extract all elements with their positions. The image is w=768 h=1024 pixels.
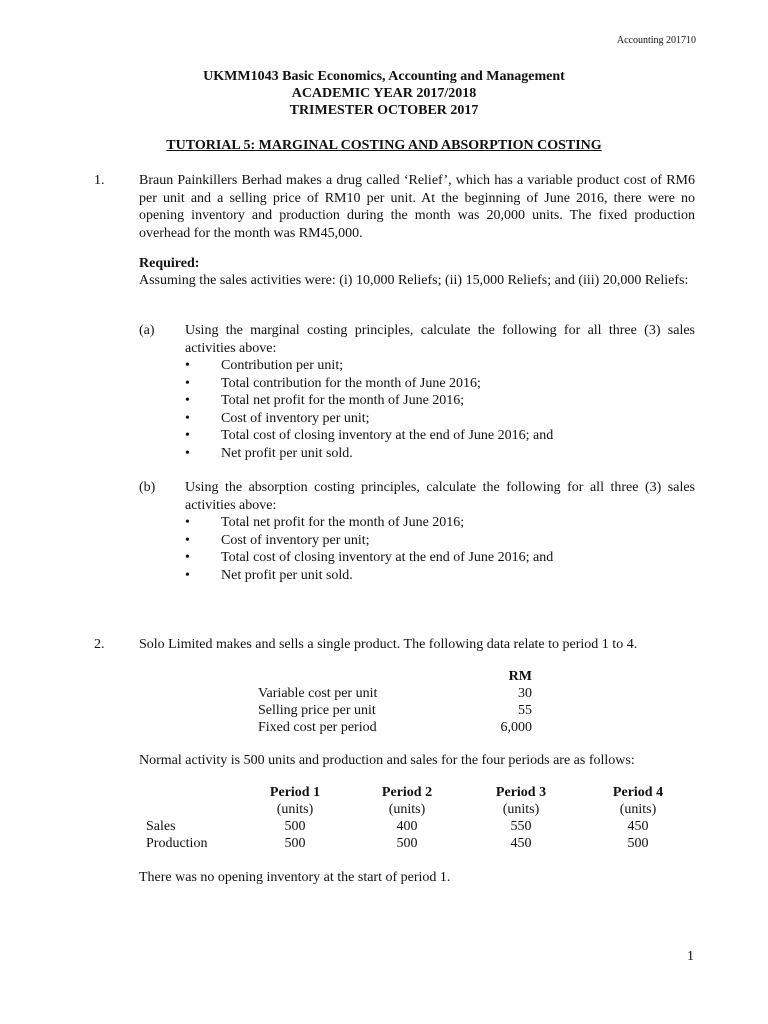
list-item — [185, 532, 695, 550]
table-cell: 450 — [510, 836, 532, 851]
table-row — [258, 702, 532, 719]
row-label: Sales — [146, 819, 176, 834]
bullet-text: Contribution per unit; — [221, 358, 344, 373]
cost-label: Selling price per unit — [258, 703, 376, 718]
list-item — [185, 375, 695, 393]
table-cell: 500 — [284, 819, 306, 834]
bullet-icon: • — [185, 358, 190, 373]
bullet-icon: • — [185, 410, 190, 426]
period-header: Period 1 — [269, 785, 321, 800]
bullet-text: Net profit per unit sold. — [221, 567, 353, 583]
table-row — [258, 719, 532, 736]
part-b-text: Using the absorption costing principles, calculate the following for all three (3) sales activities above: — [185, 480, 695, 513]
part-a-section — [185, 322, 695, 462]
table-row — [139, 801, 697, 818]
unit-label: (units) — [502, 802, 540, 817]
question-1-number: 1. — [94, 173, 105, 188]
table-cell: 500 — [627, 836, 649, 851]
cost-value: 30 — [518, 686, 532, 701]
question-1-intro: Braun Painkillers Berhad makes a drug called ‘Relief’, which has a variable product cost of RM6 per unit and a selling price of RM10 per unit. At the beginning of June 2016, there were no opening inventory and production during the month was 20,000 units. The fixed production overhead for the month was RM45,000. — [139, 173, 695, 241]
bullet-icon: • — [185, 515, 190, 530]
currency-header: RM — [508, 669, 532, 684]
header-course-code: Accounting 201710 — [616, 35, 696, 46]
bullet-text: Total cost of closing inventory at the end of June 2016; and — [221, 550, 554, 565]
bullet-text: Net profit per unit sold. — [221, 445, 353, 461]
bullet-icon: • — [185, 428, 190, 443]
table-cell: 450 — [627, 819, 649, 834]
table-cell: 400 — [396, 819, 418, 834]
question-2-number: 2. — [94, 637, 105, 652]
bullet-icon: • — [185, 532, 190, 548]
period-header: Period 2 — [381, 785, 433, 800]
part-a-label: (a) — [139, 323, 155, 338]
required-label: Required: — [139, 256, 200, 271]
period-header: Period 4 — [612, 785, 664, 800]
bullet-icon: • — [185, 550, 190, 565]
list-item — [185, 445, 695, 463]
cost-label: Fixed cost per period — [258, 720, 377, 735]
unit-label: (units) — [619, 802, 657, 817]
cost-value: 6,000 — [500, 720, 532, 735]
bullet-text: Total cost of closing inventory at the end of June 2016; and — [221, 428, 554, 443]
question-2-intro: Solo Limited makes and sells a single product. The following data relate to period 1 to 4. — [139, 637, 638, 652]
bullet-text: Total net profit for the month of June 2016; — [221, 515, 465, 530]
part-b-label: (b) — [139, 480, 156, 495]
table-row — [258, 685, 532, 702]
list-item — [185, 567, 695, 585]
bullet-icon: • — [185, 375, 190, 391]
tutorial-title: TUTORIAL 5: MARGINAL COSTING AND ABSORPTION COSTING — [166, 138, 602, 153]
document-title — [0, 68, 768, 119]
period-header: Period 3 — [495, 785, 547, 800]
table-cell: 500 — [396, 836, 418, 851]
row-label: Production — [146, 836, 208, 851]
list-item — [185, 392, 695, 410]
title-trimester: TRIMESTER OCTOBER 2017 — [289, 103, 479, 118]
part-b-section — [185, 479, 695, 584]
part-b-bullet-list — [185, 514, 695, 584]
required-text: Assuming the sales activities were: (i) 10,000 Reliefs; (ii) 15,000 Reliefs; and (iii) 20,000 Reliefs: — [139, 273, 689, 288]
list-item — [185, 427, 695, 445]
list-item — [185, 357, 695, 375]
part-a-text: Using the marginal costing principles, calculate the following for all three (3) sales activities above: — [185, 323, 695, 356]
bullet-icon: • — [185, 393, 190, 408]
bullet-text: Total net profit for the month of June 2016; — [221, 393, 465, 408]
closing-text: There was no opening inventory at the start of period 1. — [139, 870, 451, 885]
list-item — [185, 514, 695, 532]
list-item — [185, 410, 695, 428]
bullet-text: Total contribution for the month of June 2016; — [221, 375, 481, 391]
bullet-text: Cost of inventory per unit; — [221, 532, 370, 548]
title-academic-year: ACADEMIC YEAR 2017/2018 — [291, 86, 477, 101]
table-row — [139, 818, 697, 835]
table-row — [139, 835, 697, 852]
cost-table — [258, 668, 532, 736]
part-a-bullet-list — [185, 357, 695, 462]
unit-label: (units) — [276, 802, 314, 817]
period-table — [139, 784, 697, 852]
title-course: UKMM1043 Basic Economics, Accounting and Management — [203, 69, 565, 84]
bullet-icon: • — [185, 567, 190, 583]
table-cell: 550 — [510, 819, 532, 834]
bullet-icon: • — [185, 445, 190, 461]
table-cell: 500 — [284, 836, 306, 851]
unit-label: (units) — [388, 802, 426, 817]
page-number: 1 — [687, 949, 694, 964]
normal-activity-text: Normal activity is 500 units and production and sales for the four periods are as follows: — [139, 753, 635, 768]
cost-label: Variable cost per unit — [258, 686, 378, 701]
list-item — [185, 549, 695, 567]
table-row — [139, 784, 697, 801]
bullet-text: Cost of inventory per unit; — [221, 410, 370, 426]
cost-value: 55 — [518, 703, 532, 718]
table-row — [258, 668, 532, 685]
